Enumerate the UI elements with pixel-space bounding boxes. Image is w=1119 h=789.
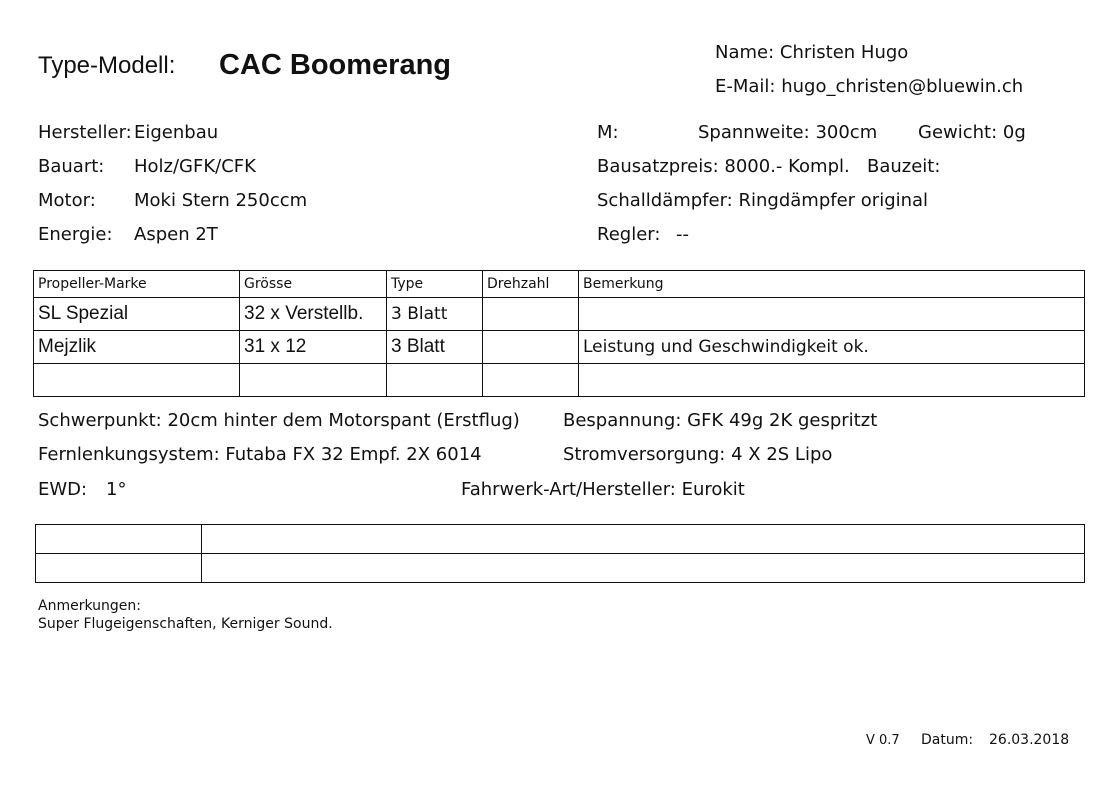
header-bemerkung: Bemerkung: [579, 271, 1085, 298]
spannweite-value: 300cm: [815, 122, 878, 143]
extra-cell: [202, 554, 1085, 583]
fernlenkung-label: Fernlenkungsystem:: [38, 444, 220, 465]
cell-drehzahl: [483, 364, 579, 397]
cell-groesse: 31 x 12: [240, 331, 387, 364]
cell-type: 3 Blatt: [387, 298, 483, 331]
datum-label: Datum:: [921, 732, 974, 748]
motor-value: Moki Stern 250ccm: [134, 190, 308, 211]
schwerpunkt-field: [38, 410, 520, 431]
table-row: [36, 554, 1085, 583]
bespannung-field: [563, 410, 877, 431]
type-modell-value: CAC Boomerang: [219, 49, 452, 81]
regler-label: Regler:: [597, 224, 661, 245]
name-value: Christen Hugo: [779, 42, 909, 63]
bausatzpreis-label: Bausatzpreis:: [597, 156, 719, 177]
cell-groesse: 32 x Verstellb.: [240, 298, 387, 331]
extra-cell: [202, 525, 1085, 554]
bespannung-value: GFK 49g 2K gespritzt: [687, 410, 878, 431]
stromversorgung-label: Stromversorgung:: [563, 444, 726, 465]
cell-marke: SL Spezial: [34, 298, 240, 331]
gewicht-value: 0g: [1002, 122, 1026, 143]
schalldaempfer-value: Ringdämpfer original: [738, 190, 929, 211]
cell-marke: [34, 364, 240, 397]
email-field: [715, 76, 1023, 97]
regler-value: --: [676, 224, 689, 245]
schalldaempfer-field: [597, 190, 928, 211]
table-row: [34, 298, 1085, 331]
extra-table: [35, 524, 1085, 583]
type-modell-label: Type-Modell:: [38, 52, 176, 79]
bespannung-label: Bespannung:: [563, 410, 682, 431]
cell-drehzahl: [483, 298, 579, 331]
hersteller-label: Hersteller:: [38, 122, 132, 143]
cell-drehzahl: [483, 331, 579, 364]
extra-cell: [36, 525, 202, 554]
hersteller-value: Eigenbau: [134, 122, 219, 143]
header-propeller-marke: Propeller-Marke: [34, 271, 240, 298]
ewd-value: 1°: [106, 479, 127, 500]
propeller-table: [33, 270, 1085, 397]
spannweite-field: [698, 122, 877, 143]
schwerpunkt-value: 20cm hinter dem Motorspant (Erstflug): [167, 410, 520, 431]
fernlenkung-value: Futaba FX 32 Empf. 2X 6014: [225, 444, 482, 465]
cell-marke: Mejzlik: [34, 331, 240, 364]
bauzeit-field: [867, 156, 940, 177]
table-row: [34, 331, 1085, 364]
table-row: [36, 525, 1085, 554]
stromversorgung-field: [563, 444, 832, 465]
version-label: V 0.7: [866, 733, 900, 748]
ewd-label: EWD:: [38, 479, 88, 500]
gewicht-label: Gewicht:: [918, 122, 998, 143]
header-type: Type: [387, 271, 483, 298]
header-groesse: Grösse: [240, 271, 387, 298]
m-label: M:: [597, 122, 619, 143]
spannweite-label: Spannweite:: [698, 122, 810, 143]
bauart-label: Bauart:: [38, 156, 105, 177]
bauzeit-label: Bauzeit:: [867, 156, 941, 177]
bauart-value: Holz/GFK/CFK: [134, 156, 256, 177]
table-row: [34, 364, 1085, 397]
bausatzpreis-value: 8000.- Kompl.: [724, 156, 850, 177]
anmerkungen-text: Super Flugeigenschaften, Kerniger Sound.: [38, 616, 333, 632]
cell-bemerkung: Leistung und Geschwindigkeit ok.: [579, 331, 1085, 364]
cell-type: [387, 364, 483, 397]
schalldaempfer-label: Schalldämpfer:: [597, 190, 733, 211]
stromversorgung-value: 4 X 2S Lipo: [731, 444, 833, 465]
extra-cell: [36, 554, 202, 583]
email-value: hugo_christen@bluewin.ch: [781, 76, 1024, 97]
motor-label: Motor:: [38, 190, 96, 211]
cell-type: 3 Blatt: [387, 331, 483, 364]
fernlenkung-field: [38, 444, 482, 465]
energie-value: Aspen 2T: [134, 224, 218, 245]
cell-groesse: [240, 364, 387, 397]
fahrwerk-label: Fahrwerk-Art/Hersteller:: [461, 479, 676, 500]
anmerkungen-label: Anmerkungen:: [38, 598, 141, 614]
email-label: E-Mail:: [715, 76, 776, 97]
energie-label: Energie:: [38, 224, 113, 245]
cell-bemerkung: [579, 364, 1085, 397]
gewicht-field: [918, 122, 1026, 143]
bausatzpreis-field: [597, 156, 850, 177]
fahrwerk-value: Eurokit: [681, 479, 745, 500]
cell-bemerkung: [579, 298, 1085, 331]
fahrwerk-field: [461, 479, 745, 500]
header-drehzahl: Drehzahl: [483, 271, 579, 298]
schwerpunkt-label: Schwerpunkt:: [38, 410, 162, 431]
table-header-row: [34, 271, 1085, 298]
name-field: [715, 42, 908, 63]
datum-value: 26.03.2018: [989, 732, 1070, 748]
name-label: Name:: [715, 42, 775, 63]
